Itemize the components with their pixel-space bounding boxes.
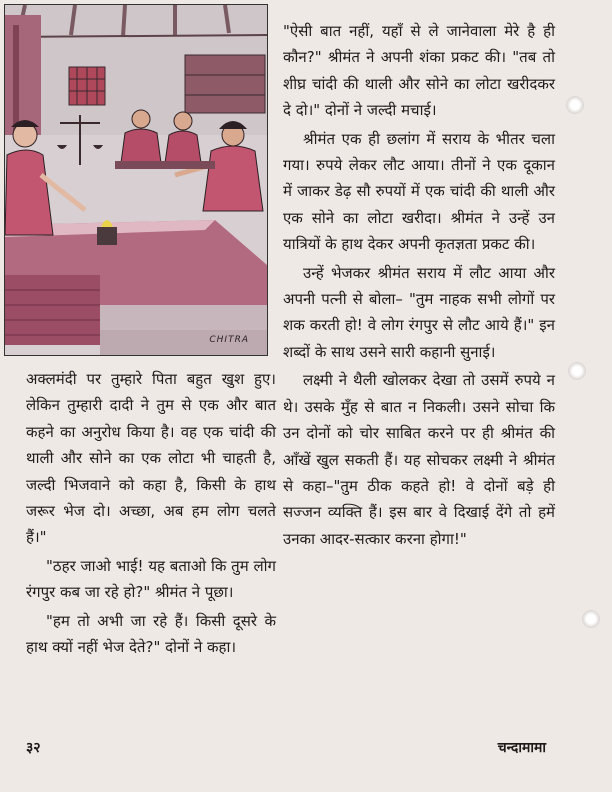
punch-hole — [568, 362, 586, 380]
paragraph: "ऐसी बात नहीं, यहाँ से ले जानेवाला मेरे है ही कौन?" श्रीमंत ने अपनी शंका प्रकट की। "तब तो शीघ्र चांदी की थाली और सोने का लोटा खरीदकर दे दो।" दोनों ने जल्दी मचाई। — [283, 22, 555, 120]
illustration-drawing — [5, 5, 267, 355]
paragraph: श्रीमंत एक ही छलांग में सराय के भीतर चला गया। रुपये लेकर लौट आया। तीनों ने एक दूकान में जाकर डेढ़ सौ रुपयों में एक चांदी की थाली और एक सोने का लोटा खरीदा। श्रीमंत ने उन्हें उन यात्रियों के हाथ देकर अपनी कृतज्ञता प्रकट की। — [283, 129, 555, 254]
paragraph: अक्लमंदी पर तुम्हारे पिता बहुत खुश हुए। लेकिन तुम्हारी दादी ने तुम से एक और बात कहने का अनुरोध किया है। वह एक चांदी की थाली और सोने का एक लोटा भी चाहती है, जल्दी भिजवाने को कहा है, किसी के हाथ जरूर भेज दो। अच्छा, अब हम लोग चलते हैं।" — [26, 370, 276, 547]
paragraph: "हम तो अभी जा रहे हैं। किसी दूसरे के हाथ क्यों नहीं भेज देते?" दोनों ने कहा। — [26, 611, 276, 657]
right-text-column — [283, 18, 555, 554]
magazine-name: चन्दामामा — [497, 740, 546, 756]
artist-signature: CHITRA — [209, 335, 249, 345]
paragraph: "ठहर जाओ भाई! यह बताओ कि तुम लोग रंगपुर कब जा रहे हो?" श्रीमंत ने पूछा। — [26, 556, 276, 602]
paragraph: उन्हें भेजकर श्रीमंत सराय में लौट आया और अपनी पत्नी से बोला– "तुम नाहक सभी लोगों पर शक करती हो! वे लोग रंगपुर से लौट आये हैं।" इन शब्दों के साथ उसने सारी कहानी सुनाई। — [283, 263, 555, 361]
left-text-column — [26, 366, 276, 662]
punch-hole — [566, 96, 584, 114]
page-number: ३२ — [26, 740, 41, 756]
story-illustration — [4, 4, 268, 356]
punch-hole — [582, 610, 600, 628]
paragraph: लक्ष्मी ने थैली खोलकर देखा तो उसमें रुपये न थे। उसके मुँह से बात न निकली। उसने सोचा कि उन दोनों को चोर साबित करने पर ही श्रीमंत की आँखें खुल सकती हैं। यह सोचकर लक्ष्मी ने श्रीमंत से कहा–"तुम ठीक कहते हो! वे दोनों बड़े ही सज्जन व्यक्ति हैं। इस बार वे दिखाई देंगे तो हमें उनका आदर-सत्कार करना होगा!" — [283, 371, 555, 548]
